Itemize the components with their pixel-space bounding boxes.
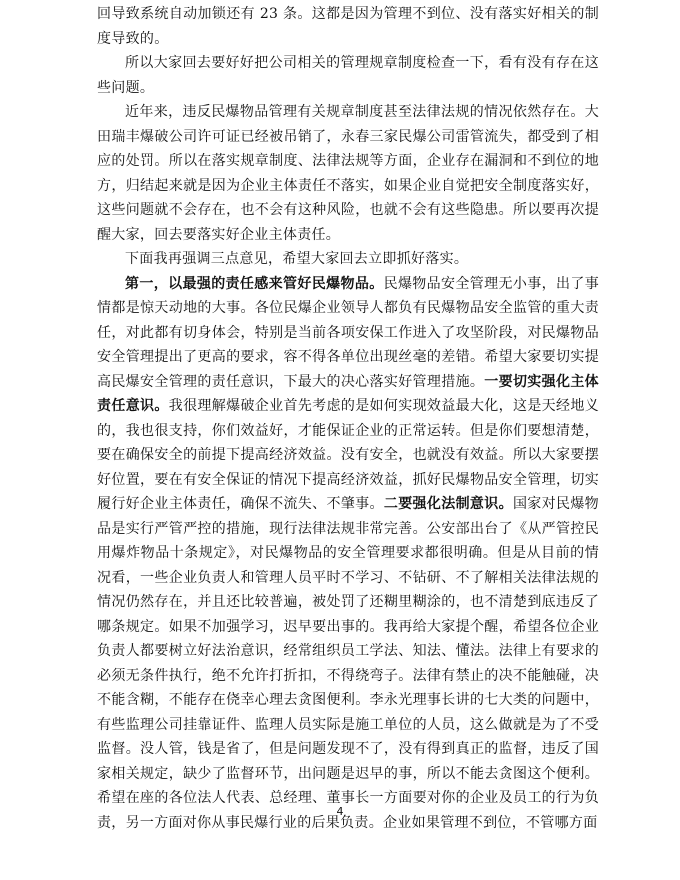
document-body — [97, 2, 599, 835]
text-run: 国家对民爆物品是实行严管严控的措施，现行法律法规非常完善。公安部出台了《从严管控民用爆炸物品十条规定》，对民爆物品的安全管理要求都很明确。但是从目前的情况看，一些企业负责人和管理人员平时不学习、不钻研、不了解相关法律法规的情况仍然存在，并且还比较普遍，被处罚了还糊里糊涂的，也不清楚到底违反了哪条规定。如果不加强学习，迟早要出事的。我再给大家提个醒，希望各位企业负责人都要树立好法治意识，经常组织员工学法、知法、懂法。法律上有要求的必须无条件执行，绝不允许打折扣，不得绕弯子。法律有禁止的决不能触碰，决不能含糊，不能存在侥幸心理去贪图便利。李永光理事长讲的七大类的问题中，有些监理公司挂靠证件、监理人员实际是施工单位的人员，这么做就是为了不受监督。没人管，钱是省了，但是问题发现不了，没有得到真正的监督，违反了国家相关规定，缺少了监督环节，出问题是迟早的事，所以不能去贪图这个便利。希望在座的各位法人代表、总经理、董事长一方面要对你的企业及员工的行为负责，另一方面对你从事民爆行业的后果负责。企业如果管理不到位，不管哪方面 — [97, 496, 599, 831]
document-page — [97, 2, 599, 835]
paragraph — [97, 247, 599, 272]
paragraph — [97, 272, 599, 836]
text-run: 近年来，违反民爆物品管理有关规章制度甚至法律法规的情况依然存在。大田瑞丰爆破公司许可证已经被吊销了，永春三家民爆公司雷管流失，都受到了相应的处罚。所以在落实规章制度、法律法规等方面，企业存在漏洞和不到位的地方，归结起来就是因为企业主体责任不落实，如果企业自觉把安全制度落实好，这些问题就不会存在，也不会有这种风险，也就不会有这些隐患。所以要再次提醒大家，回去要落实好企业主体责任。 — [97, 104, 599, 243]
page-number: 4 — [336, 805, 344, 818]
text-run: 民爆物品安全管理无小事，出了事情都是惊天动地的大事。各位民爆企业领导人都负有民爆物品安全监管的重大责任，对此都有切身体会，特别是当前各项安保工作进入了攻坚阶段，对民爆物品安全管理提出了更高的要求，容不得各单位出现丝毫的差错。希望大家要切实提高民爆安全管理的责任意识，下最大的决心落实好管理措施。 — [97, 275, 599, 390]
text-run: 所以大家回去要好好把公司相关的管理规章制度检查一下，看有没有存在这些问题。 — [97, 55, 599, 96]
text-run: 下面我再强调三点意见，希望大家回去立即抓好落实。 — [125, 251, 469, 267]
text-run: 我很理解爆破企业首先考虑的是如何实现效益最大化，这是天经地义的，我也很支持，你们效益好，才能保证企业的正常运转。但是你们要想清楚，要在确保安全的前提下提高经济效益。没有安全，也就没有效益。所以大家要摆好位置，要在有安全保证的情况下提高经济效益，抓好民爆物品安全管理，切实履行好企业主体责任，确保不流失、不肇事。 — [97, 398, 600, 512]
text-run: 回导致系统自动加锁还有 23 条。这都是因为管理不到位、没有落实好相关的制度导致的。 — [97, 6, 599, 47]
bold-heading-run: 二要强化法制意识。 — [383, 496, 513, 512]
paragraph — [97, 2, 599, 51]
paragraph — [97, 51, 599, 100]
bold-heading-run: 第一，以最强的责任感来管好民爆物品。 — [125, 275, 384, 292]
paragraph — [97, 100, 599, 247]
bold-heading-run: 一要切实强化主体责任意识。 — [97, 373, 599, 414]
